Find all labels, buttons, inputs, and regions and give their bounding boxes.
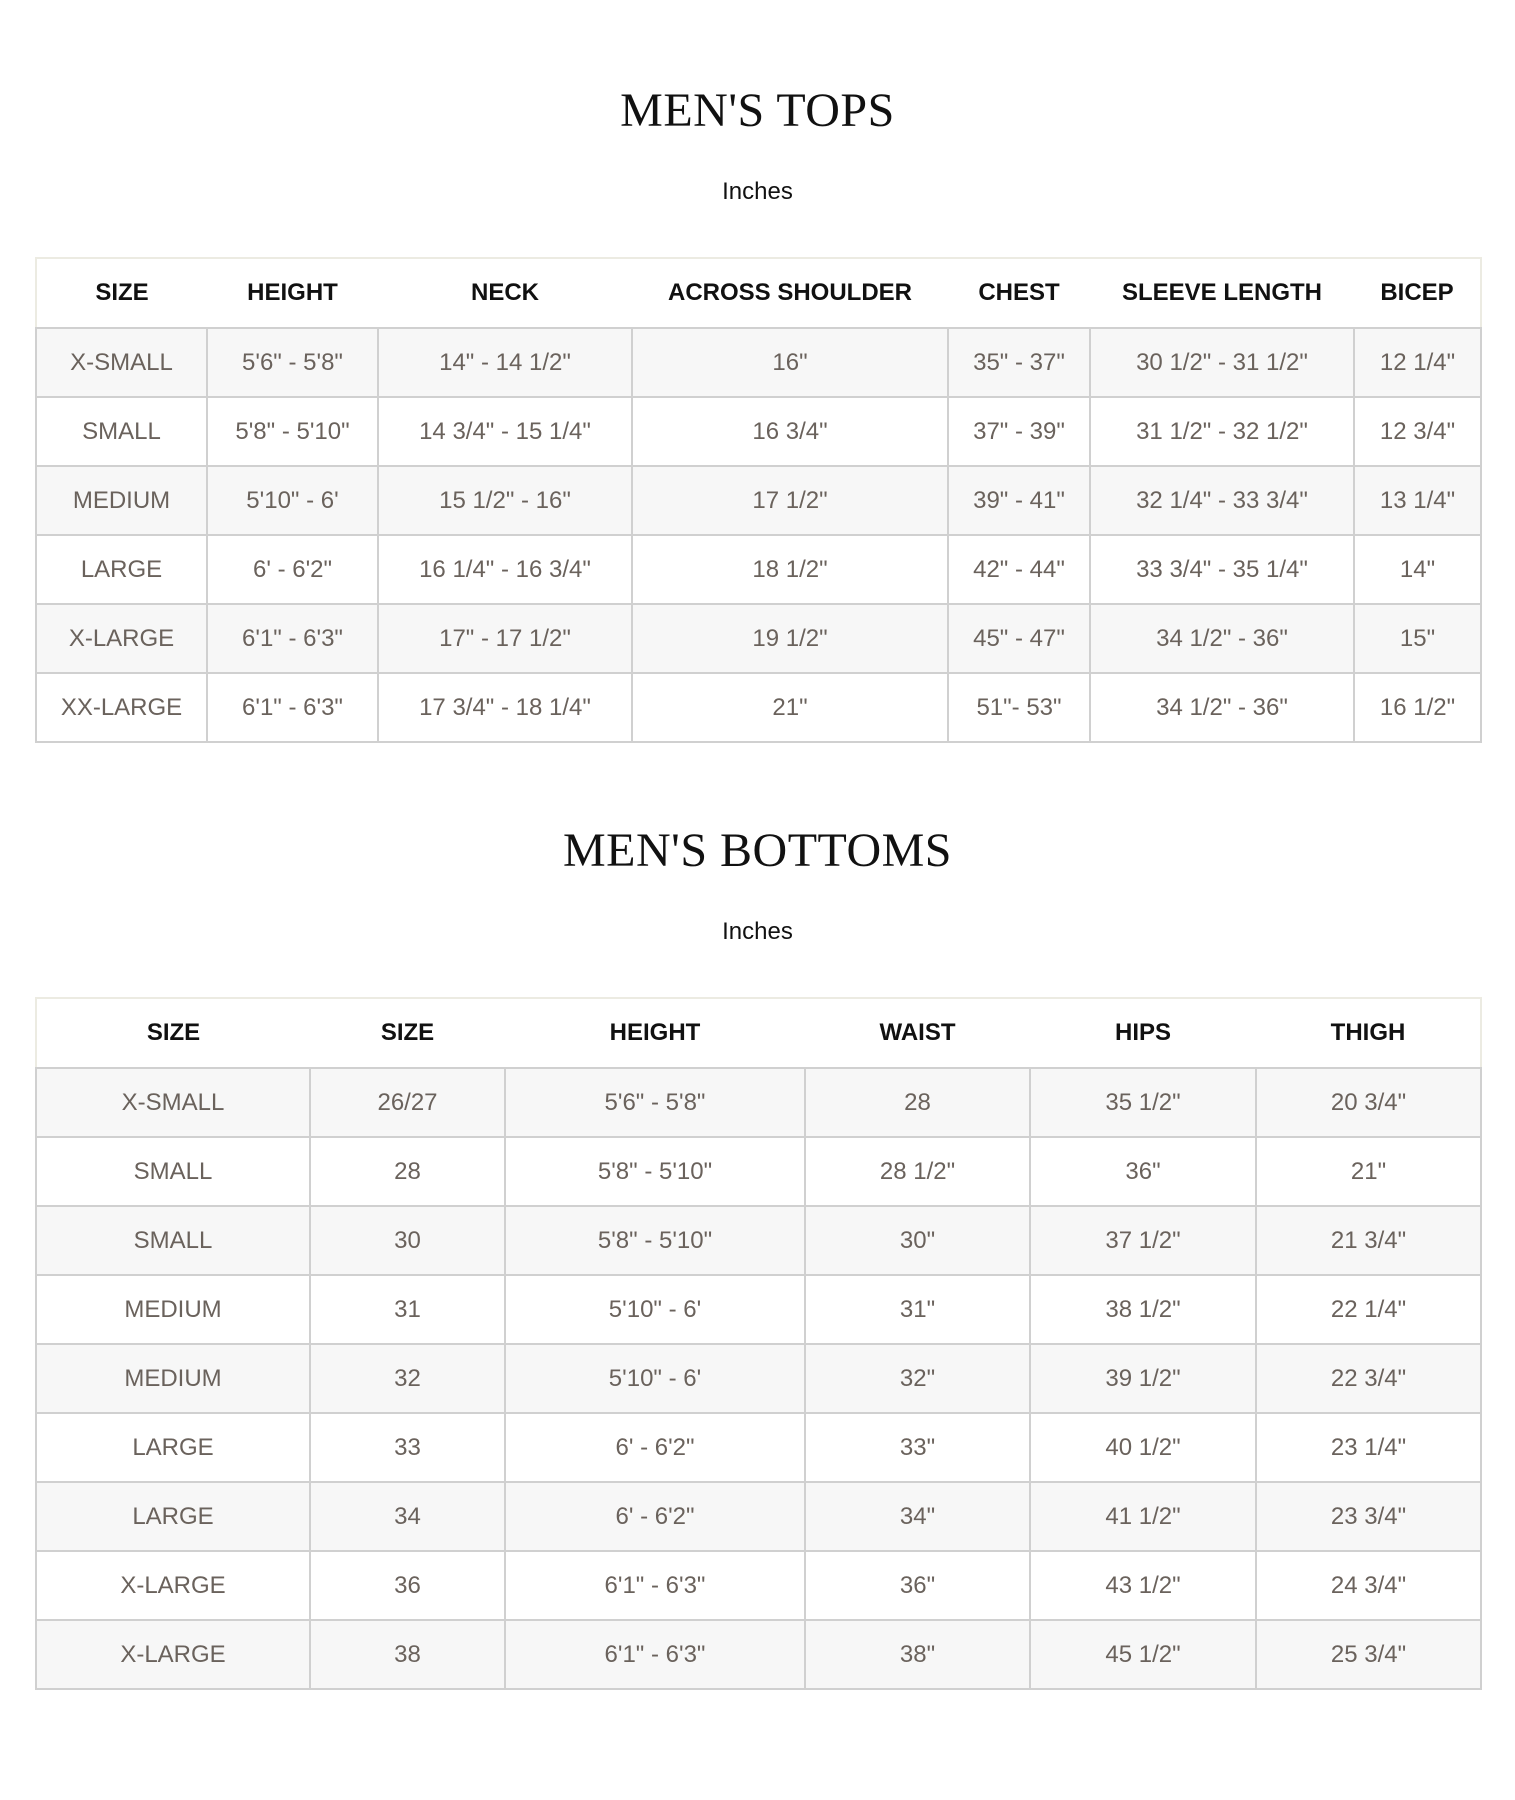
bottoms-table-cell: 6'1" - 6'3" [505, 1551, 805, 1620]
tops-table-cell: 14" [1354, 535, 1481, 604]
bottoms-table-cell: 20 3/4" [1256, 1068, 1481, 1137]
tops-table-cell: 12 3/4" [1354, 397, 1481, 466]
bottoms-table-cell: 24 3/4" [1256, 1551, 1481, 1620]
bottoms-table-row [36, 1344, 1481, 1413]
tops-table-cell: 5'10" - 6' [207, 466, 378, 535]
bottoms-table-cell: 26/27 [310, 1068, 505, 1137]
bottoms-table-row [36, 1206, 1481, 1275]
tops-table-cell: 6'1" - 6'3" [207, 673, 378, 742]
tops-table-cell: 45" - 47" [948, 604, 1090, 673]
bottoms-table-cell: 32 [310, 1344, 505, 1413]
tops-table-cell: 5'8" - 5'10" [207, 397, 378, 466]
tops-table-cell: 5'6" - 5'8" [207, 328, 378, 397]
bottoms-header-row [36, 998, 1481, 1068]
bottoms-table-cell: 28 1/2" [805, 1137, 1030, 1206]
tops-table-cell: X-LARGE [36, 604, 207, 673]
bottoms-table-cell: SMALL [36, 1137, 310, 1206]
bottoms-table-cell: 34" [805, 1482, 1030, 1551]
tops-title: MEN'S TOPS [620, 84, 895, 137]
bottoms-table-cell: 23 1/4" [1256, 1413, 1481, 1482]
bottoms-table-cell: 38 1/2" [1030, 1275, 1256, 1344]
tops-table-row [36, 604, 1481, 673]
tops-table-cell: 31 1/2" - 32 1/2" [1090, 397, 1354, 466]
tops-table-cell: 21" [632, 673, 948, 742]
bottoms-header-cell: HEIGHT [505, 998, 805, 1068]
bottoms-table-cell: 31 [310, 1275, 505, 1344]
tops-table-cell: 34 1/2" - 36" [1090, 673, 1354, 742]
tops-table-row [36, 328, 1481, 397]
tops-header-cell: SLEEVE LENGTH [1090, 258, 1354, 328]
tops-header-cell: SIZE [36, 258, 207, 328]
bottoms-table-cell: 6' - 6'2" [505, 1482, 805, 1551]
bottoms-table-cell: 39 1/2" [1030, 1344, 1256, 1413]
bottoms-table-cell: 30 [310, 1206, 505, 1275]
tops-table-cell: 51"- 53" [948, 673, 1090, 742]
bottoms-table-cell: 45 1/2" [1030, 1620, 1256, 1689]
tops-table-cell: SMALL [36, 397, 207, 466]
tops-table-cell: 35" - 37" [948, 328, 1090, 397]
tops-table-cell: MEDIUM [36, 466, 207, 535]
bottoms-table-row [36, 1275, 1481, 1344]
tops-header-cell: BICEP [1354, 258, 1481, 328]
tops-header-row [36, 258, 1481, 328]
tops-table-cell: 16" [632, 328, 948, 397]
bottoms-table-cell: X-LARGE [36, 1620, 310, 1689]
bottoms-table-row [36, 1482, 1481, 1551]
bottoms-table-cell: 21" [1256, 1137, 1481, 1206]
bottoms-table-cell: SMALL [36, 1206, 310, 1275]
tops-table-cell: 30 1/2" - 31 1/2" [1090, 328, 1354, 397]
bottoms-table-cell: 33 [310, 1413, 505, 1482]
tops-table-row [36, 397, 1481, 466]
bottoms-table-cell: 40 1/2" [1030, 1413, 1256, 1482]
bottoms-table-cell: 22 3/4" [1256, 1344, 1481, 1413]
bottoms-size-table [35, 997, 1482, 1690]
bottoms-title: MEN'S BOTTOMS [563, 824, 952, 877]
tops-table-cell: 6' - 6'2" [207, 535, 378, 604]
bottoms-table-cell: 33" [805, 1413, 1030, 1482]
tops-table-cell: 13 1/4" [1354, 466, 1481, 535]
tops-table-cell: 12 1/4" [1354, 328, 1481, 397]
bottoms-table-cell: 5'8" - 5'10" [505, 1137, 805, 1206]
tops-table-row [36, 466, 1481, 535]
bottoms-table-body [36, 1068, 1481, 1689]
tops-table-cell: 17 3/4" - 18 1/4" [378, 673, 632, 742]
bottoms-table-cell: 22 1/4" [1256, 1275, 1481, 1344]
tops-table-row [36, 673, 1481, 742]
tops-table-cell: 15" [1354, 604, 1481, 673]
bottoms-header-cell: THIGH [1256, 998, 1481, 1068]
bottoms-table-cell: LARGE [36, 1482, 310, 1551]
bottoms-table-cell: 43 1/2" [1030, 1551, 1256, 1620]
bottoms-table-cell: 41 1/2" [1030, 1482, 1256, 1551]
tops-table-cell: 32 1/4" - 33 3/4" [1090, 466, 1354, 535]
tops-table-cell: 16 1/4" - 16 3/4" [378, 535, 632, 604]
bottoms-table-row [36, 1620, 1481, 1689]
tops-table-row [36, 535, 1481, 604]
bottoms-header-cell: WAIST [805, 998, 1030, 1068]
tops-table-cell: 19 1/2" [632, 604, 948, 673]
tops-table-body [36, 328, 1481, 742]
bottoms-table-cell: 31" [805, 1275, 1030, 1344]
bottoms-unit-label: Inches [722, 918, 793, 945]
bottoms-table-cell: 28 [310, 1137, 505, 1206]
tops-table-cell: 16 1/2" [1354, 673, 1481, 742]
bottoms-table-cell: 5'6" - 5'8" [505, 1068, 805, 1137]
bottoms-table-cell: 5'8" - 5'10" [505, 1206, 805, 1275]
tops-table-cell: LARGE [36, 535, 207, 604]
tops-table-cell: 14 3/4" - 15 1/4" [378, 397, 632, 466]
bottoms-table-cell: 23 3/4" [1256, 1482, 1481, 1551]
bottoms-table-cell: 30" [805, 1206, 1030, 1275]
bottoms-table-cell: 37 1/2" [1030, 1206, 1256, 1275]
tops-table-cell: 14" - 14 1/2" [378, 328, 632, 397]
tops-table-cell: 17" - 17 1/2" [378, 604, 632, 673]
tops-table-cell: 16 3/4" [632, 397, 948, 466]
bottoms-table-cell: 34 [310, 1482, 505, 1551]
bottoms-table-cell: MEDIUM [36, 1344, 310, 1413]
bottoms-table-cell: 21 3/4" [1256, 1206, 1481, 1275]
bottoms-table-row [36, 1137, 1481, 1206]
tops-table-cell: 6'1" - 6'3" [207, 604, 378, 673]
bottoms-table-row [36, 1068, 1481, 1137]
tops-table-cell: 17 1/2" [632, 466, 948, 535]
bottoms-table-cell: LARGE [36, 1413, 310, 1482]
bottoms-table-cell: 25 3/4" [1256, 1620, 1481, 1689]
bottoms-table-cell: 36" [1030, 1137, 1256, 1206]
tops-table-cell: 33 3/4" - 35 1/4" [1090, 535, 1354, 604]
tops-table-cell: XX-LARGE [36, 673, 207, 742]
tops-table-cell: 15 1/2" - 16" [378, 466, 632, 535]
tops-table-cell: 18 1/2" [632, 535, 948, 604]
tops-unit-label: Inches [722, 178, 793, 205]
bottoms-table-cell: 28 [805, 1068, 1030, 1137]
bottoms-table-cell: 5'10" - 6' [505, 1275, 805, 1344]
tops-size-table [35, 257, 1482, 743]
bottoms-header-cell: SIZE [36, 998, 310, 1068]
bottoms-table-cell: 35 1/2" [1030, 1068, 1256, 1137]
bottoms-table-row [36, 1413, 1481, 1482]
bottoms-table-cell: 36 [310, 1551, 505, 1620]
tops-table-cell: 42" - 44" [948, 535, 1090, 604]
bottoms-table-cell: 5'10" - 6' [505, 1344, 805, 1413]
bottoms-table-cell: MEDIUM [36, 1275, 310, 1344]
tops-table-cell: 37" - 39" [948, 397, 1090, 466]
tops-header-cell: ACROSS SHOULDER [632, 258, 948, 328]
bottoms-table-row [36, 1551, 1481, 1620]
bottoms-header-cell: HIPS [1030, 998, 1256, 1068]
tops-header-cell: CHEST [948, 258, 1090, 328]
tops-table-cell: 39" - 41" [948, 466, 1090, 535]
tops-header-cell: NECK [378, 258, 632, 328]
bottoms-table-cell: 6'1" - 6'3" [505, 1620, 805, 1689]
tops-header-cell: HEIGHT [207, 258, 378, 328]
tops-table-cell: 34 1/2" - 36" [1090, 604, 1354, 673]
bottoms-table-cell: 38 [310, 1620, 505, 1689]
bottoms-header-cell: SIZE [310, 998, 505, 1068]
bottoms-table-cell: 38" [805, 1620, 1030, 1689]
bottoms-table-cell: 6' - 6'2" [505, 1413, 805, 1482]
bottoms-table-cell: 36" [805, 1551, 1030, 1620]
tops-table-cell: X-SMALL [36, 328, 207, 397]
bottoms-table-cell: 32" [805, 1344, 1030, 1413]
bottoms-table-cell: X-SMALL [36, 1068, 310, 1137]
bottoms-table-cell: X-LARGE [36, 1551, 310, 1620]
